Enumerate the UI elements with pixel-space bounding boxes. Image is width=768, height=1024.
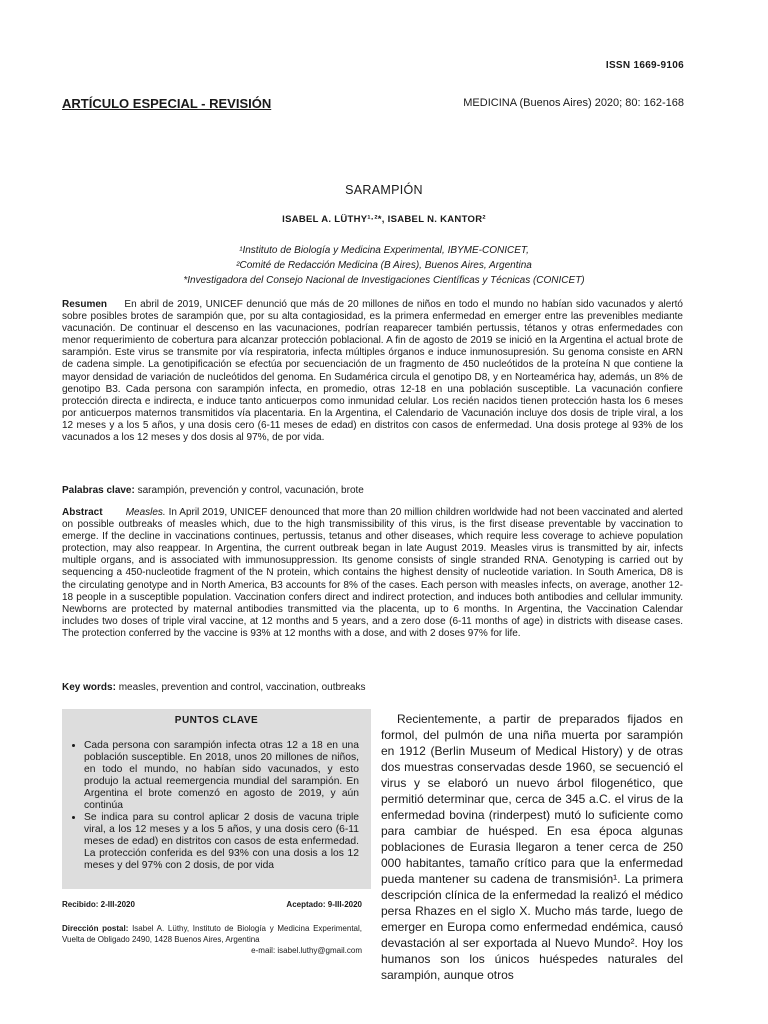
palabras-clave-label: Palabras clave: [62, 485, 135, 496]
journal-citation: MEDICINA (Buenos Aires) 2020; 80: 162-168 [463, 97, 684, 109]
abstract-section [62, 507, 683, 640]
body-column [381, 711, 683, 983]
key-words [62, 682, 683, 693]
issn-label: ISSN 1669-9106 [605, 60, 684, 71]
abstract-label: Abstract [62, 507, 103, 518]
palabras-clave [62, 485, 683, 496]
postal-address [62, 923, 362, 956]
author-email[interactable]: e-mail: isabel.luthy@gmail.com [251, 946, 362, 955]
accepted-date: Aceptado: 9-III-2020 [286, 900, 362, 909]
abstract-title: Measles. [125, 507, 166, 518]
puntos-clave-box [62, 709, 371, 889]
section-title: ARTÍCULO ESPECIAL - REVISIÓN [62, 96, 272, 111]
abstract-text: In April 2019, UNICEF denounced that more than 20 million children worldwide had not been vaccinated and alerted on possible outbreaks of measles which, due to the high transmissibility of this virus, is the first disease preventable by vaccination to emerge. If the decline in vaccinations continues, pertussis, tetanus and other diseases, which require less coverage to achieve population protection, may also reappear. In Argentina, the current outbreak began in late August 2019. Measles virus is transmitted by air, infects multiple organs, and is associated with immunosuppression. Its genome consists of single stranded RNA. Genotyping is carried out by sequencing a 450-nucleotide fragment of the N protein, which contains the highest density of nucleotide variation. In South America, D8 is the circulating genotype and in North America, B3 accounts for 8% of the cases. Each person with measles infects, on average, another 12-18 people in a susceptible population. Vaccination confers direct and indirect protection, and induces both antibodies and cellular immunity. Newborns are protected by maternal antibodies transmitted via the placenta, up to 6 months. In Argentina, the Vaccination Calendar includes two doses of triple viral vaccine, at 12 months and 5 years, and a zero dose (6-11 months of age) in districts with disease cases. The protection conferred by the vaccine is 93% at 12 months with a dose, and with 2 doses 97% for life. [62, 507, 683, 639]
puntos-clave-list [62, 740, 371, 872]
article-title: SARAMPIÓN [345, 183, 423, 197]
dates-line [62, 900, 362, 909]
affiliation-2: ²Comité de Redacción Medicina (B Aires), Buenos Aires, Argentina [236, 260, 532, 271]
resumen-label: Resumen [62, 299, 108, 310]
body-paragraph: Recientemente, a partir de preparados fijados en formol, del pulmón de una niña muerta por sarampión en 1912 (Berlin Museum of Medical History) y de otras dos muestras conservadas desde 1960, se secuenció el virus y se elaboró un nuevo árbol filogenético, que permitió determinar que, cerca de 345 a.C. el virus de la enfermedad bovina (rinderpest) mutó lo suficiente como para cambiar de huésped. En esa época algunas poblaciones de Eurasia llegaron a tener cerca de 250 000 habitantes, tamaño crítico para que la enfermedad pueda mantener su cadena de transmisión¹. La primera descripción clínica de la enfermedad la realizó el médico persa Rhazes en el siglo X. Mucho más tarde, luego de emerger en Europa como enfermedad endémica, causó devastación al ser exportada al Nuevo Mundo². Hoy los humanos son los únicos huéspedes naturales del sarampión, aunque otros [381, 712, 683, 982]
address-label: Dirección postal: [62, 924, 129, 933]
puntos-clave-title: PUNTOS CLAVE [174, 715, 259, 726]
affiliation-1: ¹Instituto de Biología y Medicina Experimental, IBYME-CONICET, [239, 245, 529, 256]
resumen-section [62, 299, 683, 444]
key-words-text: measles, prevention and control, vaccination, outbreaks [118, 682, 366, 693]
resumen-text: En abril de 2019, UNICEF denunció que más de 20 millones de niños en todo el mundo no habían sido vacunados y alertó sobre posibles brotes de sarampión que, por su alta contagiosidad, es la primera enfermedad en emerger entre las prevenibles mediante vacunación. De continuar el descenso en las vacunaciones, podrían reaparecer también pertussis, tétanos y otras enfermedades con menor requerimiento de cobertura para alcanzar protección poblacional. A fin de agosto de 2019 se inició en la Argentina el actual brote de sarampión. Este virus se transmite por vía respiratoria, infecta múltiples órganos e induce inmunosupresión. Su genoma consiste en ARN de cadena simple. La genotipificación se efectúa por secuenciación de un fragmento de 450 nucleótidos de la proteína N que contiene la mayor densidad de variación de nucleótidos del genoma. En Sudamérica circula el genotipo D8, y en Norteamérica hay, además, un 8% de genotipo B3. Cada persona con sarampión infecta, en promedio, otras 12-18 en una población susceptible. La vacunación confiere protección directa e indirecta, e induce tanto anticuerpos como inmunidad celular. Los recién nacidos tienen protección hasta los 6 meses por anticuerpos maternos transmitidos vía placentaria. En la Argentina, el Calendario de Vacunación incluye dos dosis de triple viral, a los 12 meses y a los 5 años, y una dosis cero (6-11 meses de edad) en distritos con casos de enfermedad. Una dosis protege al 93% de los vacunados a los 12 meses y dos dosis al 97%, de por vida. [62, 299, 683, 444]
article-authors: ISABEL A. LÜTHY¹·²*, ISABEL N. KANTOR² [282, 214, 486, 225]
palabras-clave-text: sarampión, prevención y control, vacunación, brote [137, 485, 364, 496]
key-words-label: Key words: [62, 682, 116, 693]
address-text: Isabel A. Lüthy, Instituto de Biología y Medicina Experimental, Vuelta de Obligado 2490, 1428 Buenos Aires, Argentina [62, 924, 362, 944]
list-item: • Cada persona con sarampión infecta otras 12 a 18 en una población susceptible. En 2018, unos 20 millones de niños, en todo el mundo, no habían sido vacunados, y esto produjo la actual reemergencia mundial del sarampión. En Argentina el brote comenzó en agosto de 2019, y aún continúa [84, 740, 359, 812]
affiliation-3: *Investigadora del Consejo Nacional de Investigaciones Científicas y Técnicas (CONICET) [183, 275, 585, 286]
received-date: Recibido: 2-III-2020 [62, 900, 135, 909]
list-item: • Se indica para su control aplicar 2 dosis de vacuna triple viral, a los 12 meses y a los 5 años, y una dosis cero (6-11 meses de edad) en distritos con casos de esta enfermedad. La protección conferida es del 93% con una dosis a los 12 meses y del 97% con 2 dosis, de por vida [84, 812, 359, 872]
